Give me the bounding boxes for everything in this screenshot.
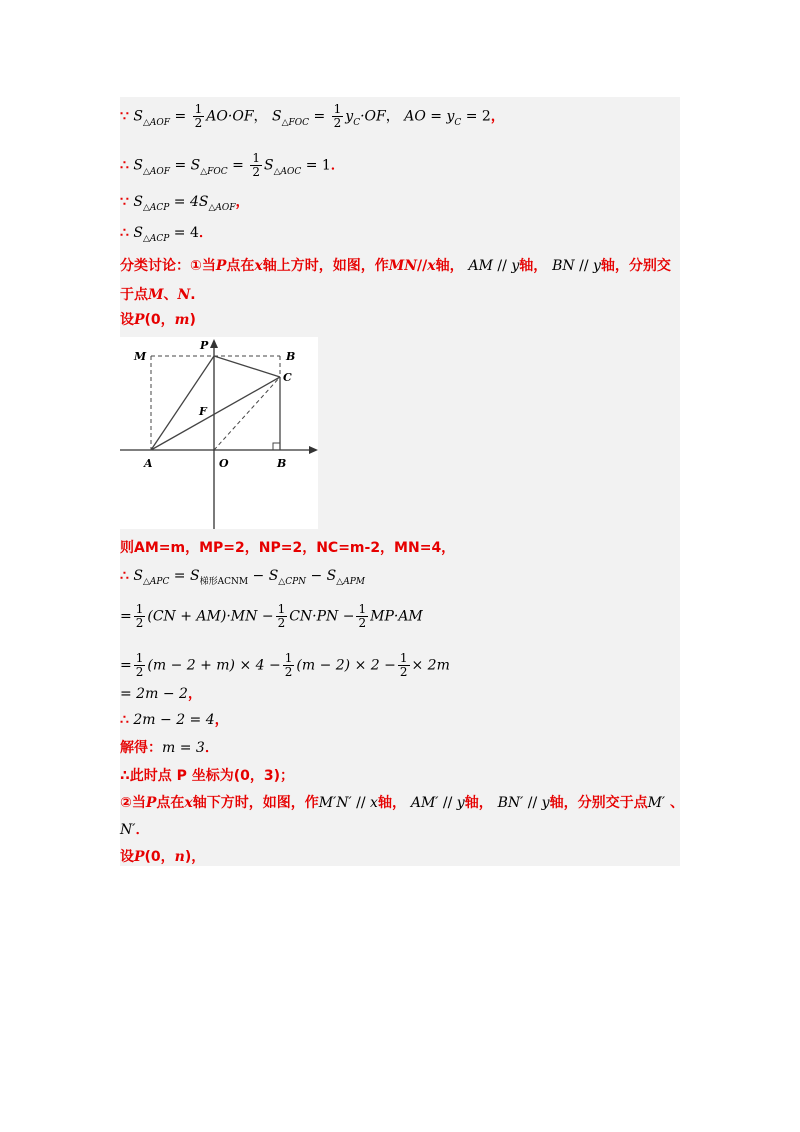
line-6: 于点M、N. bbox=[120, 287, 196, 303]
line-17: N′． bbox=[120, 822, 150, 838]
label-m: M bbox=[134, 350, 147, 363]
segment-ap bbox=[151, 356, 214, 450]
fraction-half: $\frac{1}{2}$ bbox=[333, 102, 342, 130]
line-12: = 2m − 2， bbox=[120, 686, 202, 702]
line-9: ∴ $S_{\triangle APC} = S_{梯形ACNM} - S_{\triangle CPN} - S_{\triangle APM}$ bbox=[120, 568, 365, 587]
segment-oc bbox=[214, 377, 280, 450]
line-14: 解得：m = 3． bbox=[120, 740, 219, 756]
line-8: 则AM=m，MP=2，NP=2，NC=m-2，MN=4， bbox=[120, 540, 456, 556]
line-4: ∴ $S_{\triangle ACP} = 4$． bbox=[120, 225, 213, 244]
line-11: = $\frac{1}{2}$ (m − 2 + m) × 4 − $\frac{1}{2}$ (m − 2) × 2 − $\frac{1}{2}$ × 2m bbox=[120, 651, 450, 679]
geometry-figure bbox=[120, 337, 318, 529]
label-b-top: B bbox=[286, 350, 296, 363]
line-16: ②当P点在x轴下方时，如图，作M′N′ // x轴， AM′ // y轴， BN′ // y轴，分别交于点M′ 、 bbox=[120, 795, 684, 811]
fraction-half: $\frac{1}{2}$ bbox=[194, 102, 203, 130]
y-axis-arrow-icon bbox=[210, 339, 218, 348]
line-10: = $\frac{1}{2}$ (CN + AM)·MN − $\frac{1}{2}$ CN·PN − $\frac{1}{2}$ MP·AM bbox=[120, 602, 423, 630]
label-c: C bbox=[283, 371, 292, 384]
line-1: ∵ $S_{\triangle AOF}$ = $\frac{1}{2}$ AO·OF， $S_{\triangle FOC}$ = $\frac{1}{2}$ $y_C\cdot OF$， AO = $y_C = 2$， bbox=[120, 102, 505, 130]
label-p: P bbox=[200, 339, 209, 352]
segment-ac bbox=[151, 377, 280, 450]
line-18: 设P(0，n)， bbox=[120, 849, 206, 865]
line-13: ∴ 2m − 2 = 4， bbox=[120, 712, 229, 728]
solution-sheet bbox=[120, 97, 684, 866]
x-axis-arrow-icon bbox=[309, 446, 318, 454]
label-f: F bbox=[199, 405, 207, 418]
label-b-bottom: B bbox=[277, 457, 287, 470]
line-7: 设P(0，m) bbox=[120, 312, 196, 328]
label-a: A bbox=[144, 457, 153, 470]
line-5: 分类讨论：①当P点在x轴上方时，如图，作MN//x轴， AM // y轴， BN // y轴，分别交 bbox=[120, 258, 671, 274]
label-o: O bbox=[219, 457, 229, 470]
line-2: ∴ $S_{\triangle AOF} = S_{\triangle FOC}$ = $\frac{1}{2}$ $S_{\triangle AOC} = 1$． bbox=[120, 151, 345, 179]
segment-pc bbox=[214, 356, 280, 377]
line-15: ∴此时点 P 坐标为(0，3)； bbox=[120, 768, 295, 784]
right-angle-mark-icon bbox=[273, 443, 280, 450]
because-symbol: ∵ bbox=[120, 108, 129, 125]
line-3: ∵ $S_{\triangle ACP} = 4S_{\triangle AOF}$， bbox=[120, 194, 250, 213]
